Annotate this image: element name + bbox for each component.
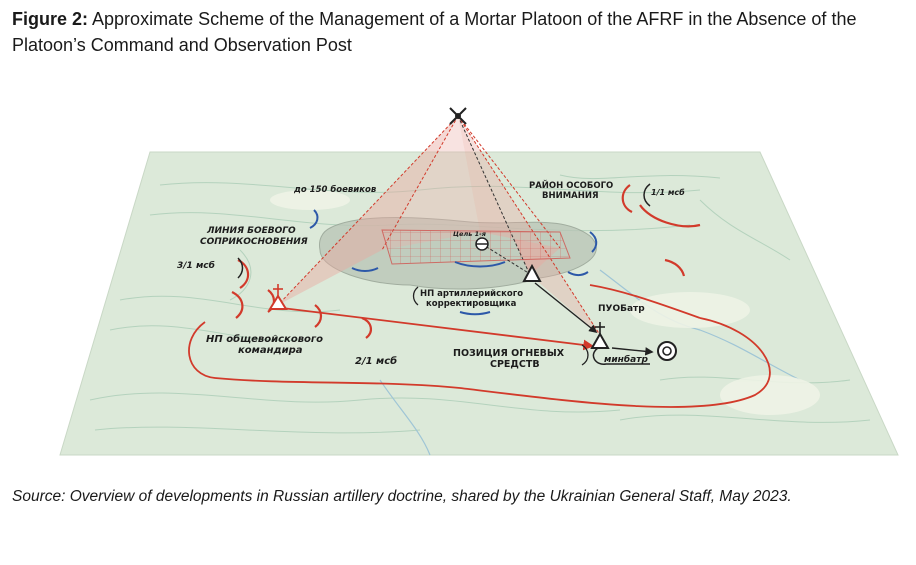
label-special-area-1: РАЙОН ОСОБОГО: [529, 181, 614, 191]
label-fire-pos-1: ПОЗИЦИЯ ОГНЕВЫХ: [453, 348, 565, 359]
label-msb-2-1: 2/1 мсб: [355, 356, 398, 367]
label-min-batr: минбатр: [604, 355, 648, 365]
label-art-op-1: НП артиллерийского: [420, 289, 524, 299]
label-fighters: до 150 боевиков: [294, 185, 377, 195]
label-msb-1-1: 1/1 мсб: [651, 188, 685, 197]
label-commander-op-2: командира: [238, 345, 303, 356]
target-icon: [476, 238, 488, 250]
battery-position-icon: [658, 342, 676, 360]
figure-source: Source: Overview of developments in Russian artillery doctrine, shared by the Ukrainian General Staff, May 2023.: [12, 488, 792, 505]
label-fire-pos-2: СРЕДСТВ: [490, 359, 540, 370]
figure-caption-prefix: Figure 2:: [12, 9, 89, 29]
label-msb-3-1: 3/1 мсб: [177, 261, 215, 271]
label-target-1: Цель 1-я: [453, 230, 486, 238]
label-contact-line-1: ЛИНИЯ БОЕВОГО: [207, 226, 296, 236]
label-art-op-2: корректировщика: [426, 299, 517, 309]
label-contact-line-2: СОПРИКОСНОВЕНИЯ: [200, 237, 308, 247]
label-puo-batr: ПУОБатр: [598, 304, 645, 314]
label-special-area-2: ВНИМАНИЯ: [542, 191, 599, 201]
figure-caption-text: Approximate Scheme of the Management of a Mortar Platoon of the AFRF in the Absence of the Platoon’s Command and Observation Post: [12, 9, 857, 55]
label-commander-op-1: НП общевойскового: [206, 334, 323, 345]
